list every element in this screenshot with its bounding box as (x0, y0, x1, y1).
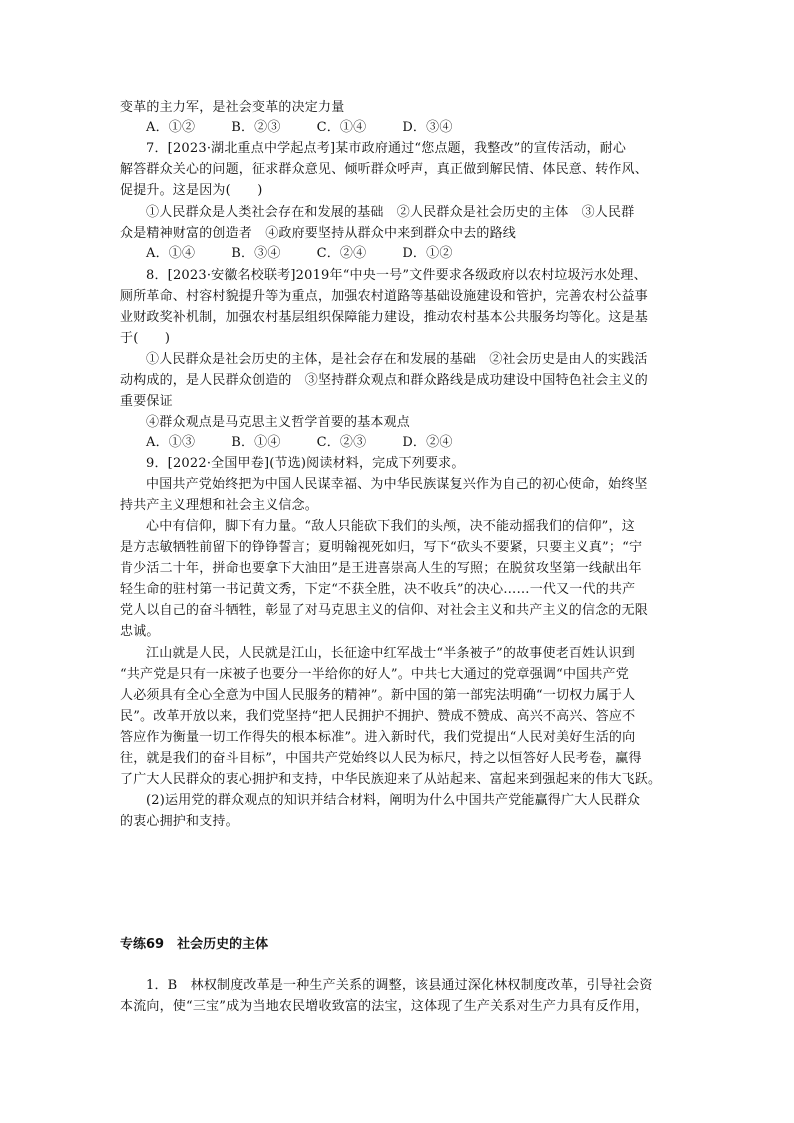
text-line: 忠诚。 (120, 624, 160, 639)
text-line: 的衷心拥护和支持。 (120, 814, 239, 829)
option: D．①② (402, 246, 453, 261)
option: C．②③ (316, 435, 367, 450)
text-line: 持共产主义理想和社会主义信念。 (120, 498, 319, 513)
option: B．②③ (231, 120, 281, 135)
text-line: 促提升。这是因为( ) (120, 183, 263, 198)
options-q7 (146, 244, 489, 264)
sub-question: (2)运用党的群众观点的知识并结合材料，阐明为什么中国共产党能赢得广大人民群众 (146, 793, 641, 808)
text-line: 了广大人民群众的衷心拥护和支持，中华民族迎来了从站起来、富起来到强起来的伟大飞跃。 (120, 772, 662, 787)
answer-1: 1．B 林权制度改革是一种生产关系的调整，该县通过深化林权制度改革，引导社会资 (146, 978, 653, 993)
section-heading: 专练69 社会历史的主体 (120, 937, 269, 952)
text-line: 人必须具有全心全意为中国人民服务的精神”。新中国的第一部宪法明确“一切权力属于人 (120, 688, 636, 703)
text-line: ①人民群众是人类社会存在和发展的基础 ②人民群众是社会历史的主体 ③人民群 (146, 205, 635, 220)
text-line: 变革的主力军，是社会变革的决定力量 (120, 100, 345, 115)
option: C．①④ (316, 120, 367, 135)
text-line: 厕所革命、村容村貌提升等为重点，加强农村道路等基础设施建设和管护，完善农村公益事 (120, 289, 649, 304)
text-line: 于( ) (120, 331, 171, 346)
option: B．③④ (231, 246, 281, 261)
text-line: 党人以自己的奋斗牺牲，彰显了对马克思主义的信仰、对社会主义和共产主义的信念的无限 (120, 603, 649, 618)
question-7: 7．[2023·湖北重点中学起点考]某市政府通过“您点题，我整改”的宣传活动，耐心 (146, 141, 627, 156)
text-line: “共产党是只有一床被子也要分一半给你的好人”。中共七大通过的党章强调“中国共产党 (120, 667, 629, 682)
option: D．②④ (402, 435, 453, 450)
text-line: 解答群众关心的问题，征求群众意见、倾听群众呼声，真正做到解民情、体民意、转作风、 (120, 162, 649, 177)
option: A．①④ (146, 246, 196, 261)
option: A．①③ (146, 435, 196, 450)
text-line: 江山就是人民，人民就是江山，长征途中红军战士“半条被子”的故事使老百姓认识到 (146, 646, 635, 661)
text-line: ①人民群众是社会历史的主体，是社会存在和发展的基础 ②社会历史是由人的实践活 (146, 352, 648, 367)
text-line: 动构成的，是人民群众创造的 ③坚持群众观点和群众路线是成功建设中国特色社会主义的 (120, 373, 649, 388)
text-line: 本流向，使“三宝”成为当地农民增收致富的法宝，这体现了生产关系对生产力具有反作用， (120, 999, 649, 1014)
options-q8 (146, 433, 489, 453)
option: D．③④ (402, 120, 453, 135)
text-line: 轻生命的驻村第一书记黄文秀，下定“不获全胜，决不收兵”的决心……一代又一代的共产 (120, 582, 636, 597)
option: A．①② (146, 120, 196, 135)
text-line: 是方志敏牺牲前留下的铮铮誓言；夏明翰视死如归，写下“砍头不要紧，只要主义真”；“宁 (120, 540, 643, 555)
text-line: 中国共产党始终把为中国人民谋幸福、为中华民族谋复兴作为自己的初心使命，始终坚 (146, 477, 648, 492)
text-line: ④群众观点是马克思主义哲学首要的基本观点 (146, 415, 411, 430)
text-line: 众是精神财富的创造者 ④政府要坚持从群众中来到群众中去的路线 (120, 226, 517, 241)
options-q6 (146, 118, 489, 138)
text-line: 重要保证 (120, 394, 173, 409)
option: B．①④ (231, 435, 281, 450)
text-line: 业财政奖补机制，加强农村基层组织保障能力建设，推动农村基本公共服务均等化。这是基 (120, 310, 649, 325)
question-9: 9．[2022·全国甲卷](节选)阅读材料，完成下列要求。 (146, 456, 465, 471)
text-line: 肯少活二十年，拼命也要拿下大油田”是王进喜崇高人生的写照；在脱贫攻坚第一线献出年 (120, 561, 642, 576)
question-8: 8．[2023·安徽名校联考]2019年“中央一号”文件要求各级政府以农村垃圾污水处理、 (146, 268, 647, 283)
text-line: 答应作为衡量一切工作得失的根本标准”。进入新时代，我们党提出“人民对美好生活的向 (120, 730, 636, 745)
option: C．②④ (316, 246, 367, 261)
text-line: 往，就是我们的奋斗目标”，中国共产党始终以人民为标尺，持之以恒答好人民考卷，赢得 (120, 751, 642, 766)
text-line: 民”。改革开放以来，我们党坚持“把人民拥护不拥护、赞成不赞成、高兴不高兴、答应不 (120, 709, 636, 724)
text-line: 心中有信仰，脚下有力量。“敌人只能砍下我们的头颅，决不能动摇我们的信仰”，这 (146, 519, 635, 534)
